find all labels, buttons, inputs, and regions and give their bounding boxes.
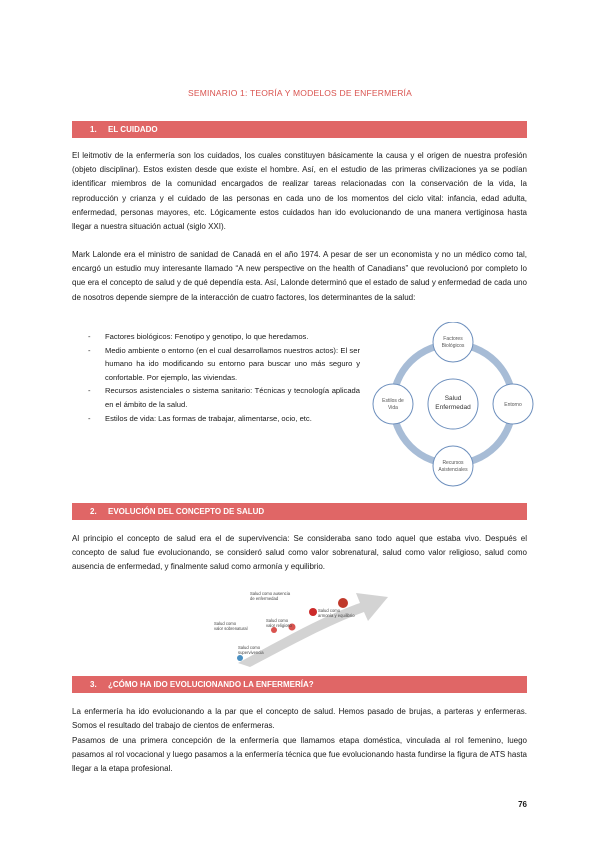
paragraph-cuidado: El leitmotiv de la enfermería son los cuidados, los cuales constituyen básicamente la causa y el origen de nuestra profesión (objeto disciplinar). Estos existen desde que existe el hombre. Así, en el estudio de las primeras civilizaciones ya se podían identificar miembros de la comunidad encargados de realizar tareas relacionadas con la conservación de la vida, la reproducción y crianza y el cuidado de las personas en cada uno de los momentos del ciclo vital: infancia, edad adulta, enfermedad, personas mayores, etc. Lógicamente estos cuidados han ido evolucionando de una manera vertiginosa hasta llegar a nuestra situación actual (siglo XXI). (72, 151, 527, 232)
top-label-2: Biológicos (441, 343, 465, 349)
diagram-node-left (373, 384, 413, 424)
section-number: 1. (90, 125, 97, 134)
paragraph-enfermeria-1: La enfermería ha ido evolucionando a la par que el concepto de salud. Hemos pasado de brujas, a parteras y enfermeras. Somos el resultado del trabajo de cientos de enfermeras. (72, 707, 527, 731)
list-item: - Factores biológicos: Fenotipo y genotipo, lo que heredamos. (88, 330, 360, 344)
page-number: 76 (518, 800, 527, 809)
evolution-dot (237, 655, 243, 661)
bottom-label-1: Recursos (442, 460, 464, 466)
evolution-label-line: valor sobrenatural (214, 626, 248, 631)
determinants-diagram (368, 322, 538, 492)
section-header-cuidado (72, 121, 527, 138)
health-evolution-graphic (210, 585, 390, 670)
evolution-label-line: Salud como (238, 645, 261, 650)
evolution-label-line: de enfermedad (250, 596, 279, 601)
center-label-2: Enfermedad (435, 404, 471, 411)
evolution-label-line: Salud como (214, 621, 237, 626)
section-title: ¿CÓMO HA IDO EVOLUCIONANDO LA ENFERMERÍA? (108, 680, 314, 689)
evolution-label-line: Salud como (266, 618, 289, 623)
paragraph-lalonde: Mark Lalonde era el ministro de sanidad de Canadá en el año 1974. A pesar de ser un economista y no un médico como tal, encargó un estudio muy interesante llamado “A new perspective on the health of Canadians” que revolucionó por completo lo que era el concepto de salud y de qué dependía esta. Así, Lalonde determinó que el estado de salud y enfermedad de cada uno de nosotros depende siempre de la interacción de cuatro factores, los determinantes de la salud: (72, 250, 527, 302)
right-label: Entorno (504, 402, 522, 408)
evolution-label-line: supervivencia (238, 650, 264, 655)
document-title: SEMINARIO 1: TEORÍA Y MODELOS DE ENFERMERÍA (188, 88, 412, 98)
evolution-arrow (238, 593, 388, 667)
evolution-dot (338, 598, 348, 608)
section-header-enfermeria (72, 676, 527, 693)
list-item: - Estilos de vida: Las formas de trabajar, alimentarse, ocio, etc. (88, 412, 360, 426)
diagram-node-top (433, 322, 473, 362)
evolution-dot (309, 608, 317, 616)
section-number: 2. (90, 507, 97, 516)
evolution-label-line: Salud como ausencia (250, 591, 291, 596)
left-label-2: Vida (388, 405, 398, 411)
paragraph-salud: Al principio el concepto de salud era el de supervivencia: Se consideraba sano todo aquel que estaba vivo. Después el concepto de salud fue evolucionando, se consideró salud como valor sobrenatural, salud como valor religioso, salud como ausencia de enfermedad, y finalmente salud como armonía y equilibrio. (72, 534, 527, 572)
top-label-1: Factores (443, 336, 463, 342)
section-title: EL CUIDADO (108, 125, 158, 134)
evolution-label-line: valor religioso (266, 623, 292, 628)
evolution-label-line: Salud como (318, 608, 341, 613)
center-label-1: Salud (444, 395, 462, 402)
section-title: EVOLUCIÓN DEL CONCEPTO DE SALUD (108, 507, 265, 516)
left-label-1: Estilos de (382, 398, 404, 404)
list-item: - Recursos asistenciales o sistema sanitario: Técnicas y tecnología aplicada en el ámbito de la salud. (88, 384, 360, 411)
paragraph-enfermeria-2: Pasamos de una primera concepción de la enfermería que llamamos etapa doméstica, vinculada al rol femenino, luego pasamos al rol vocacional y luego pasamos a la enfermería técnica que fue evolucionando hasta fundirse la figura de ATS hasta llegar a la etapa profesional. (72, 736, 527, 774)
bottom-label-2: Asistenciales (438, 467, 468, 473)
section-header-salud (72, 503, 527, 520)
determinants-list (88, 330, 360, 425)
diagram-node-bottom (433, 446, 473, 486)
section-number: 3. (90, 680, 97, 689)
list-item: - Medio ambiente o entorno (en el cual desarrollamos nuestros actos): El ser humano ha ido modificando su entorno para buscar uno más seguro y confortable. Por ejemplo, las viviendas. (88, 344, 360, 385)
evolution-label-line: armonía y equilibrio (318, 613, 355, 618)
